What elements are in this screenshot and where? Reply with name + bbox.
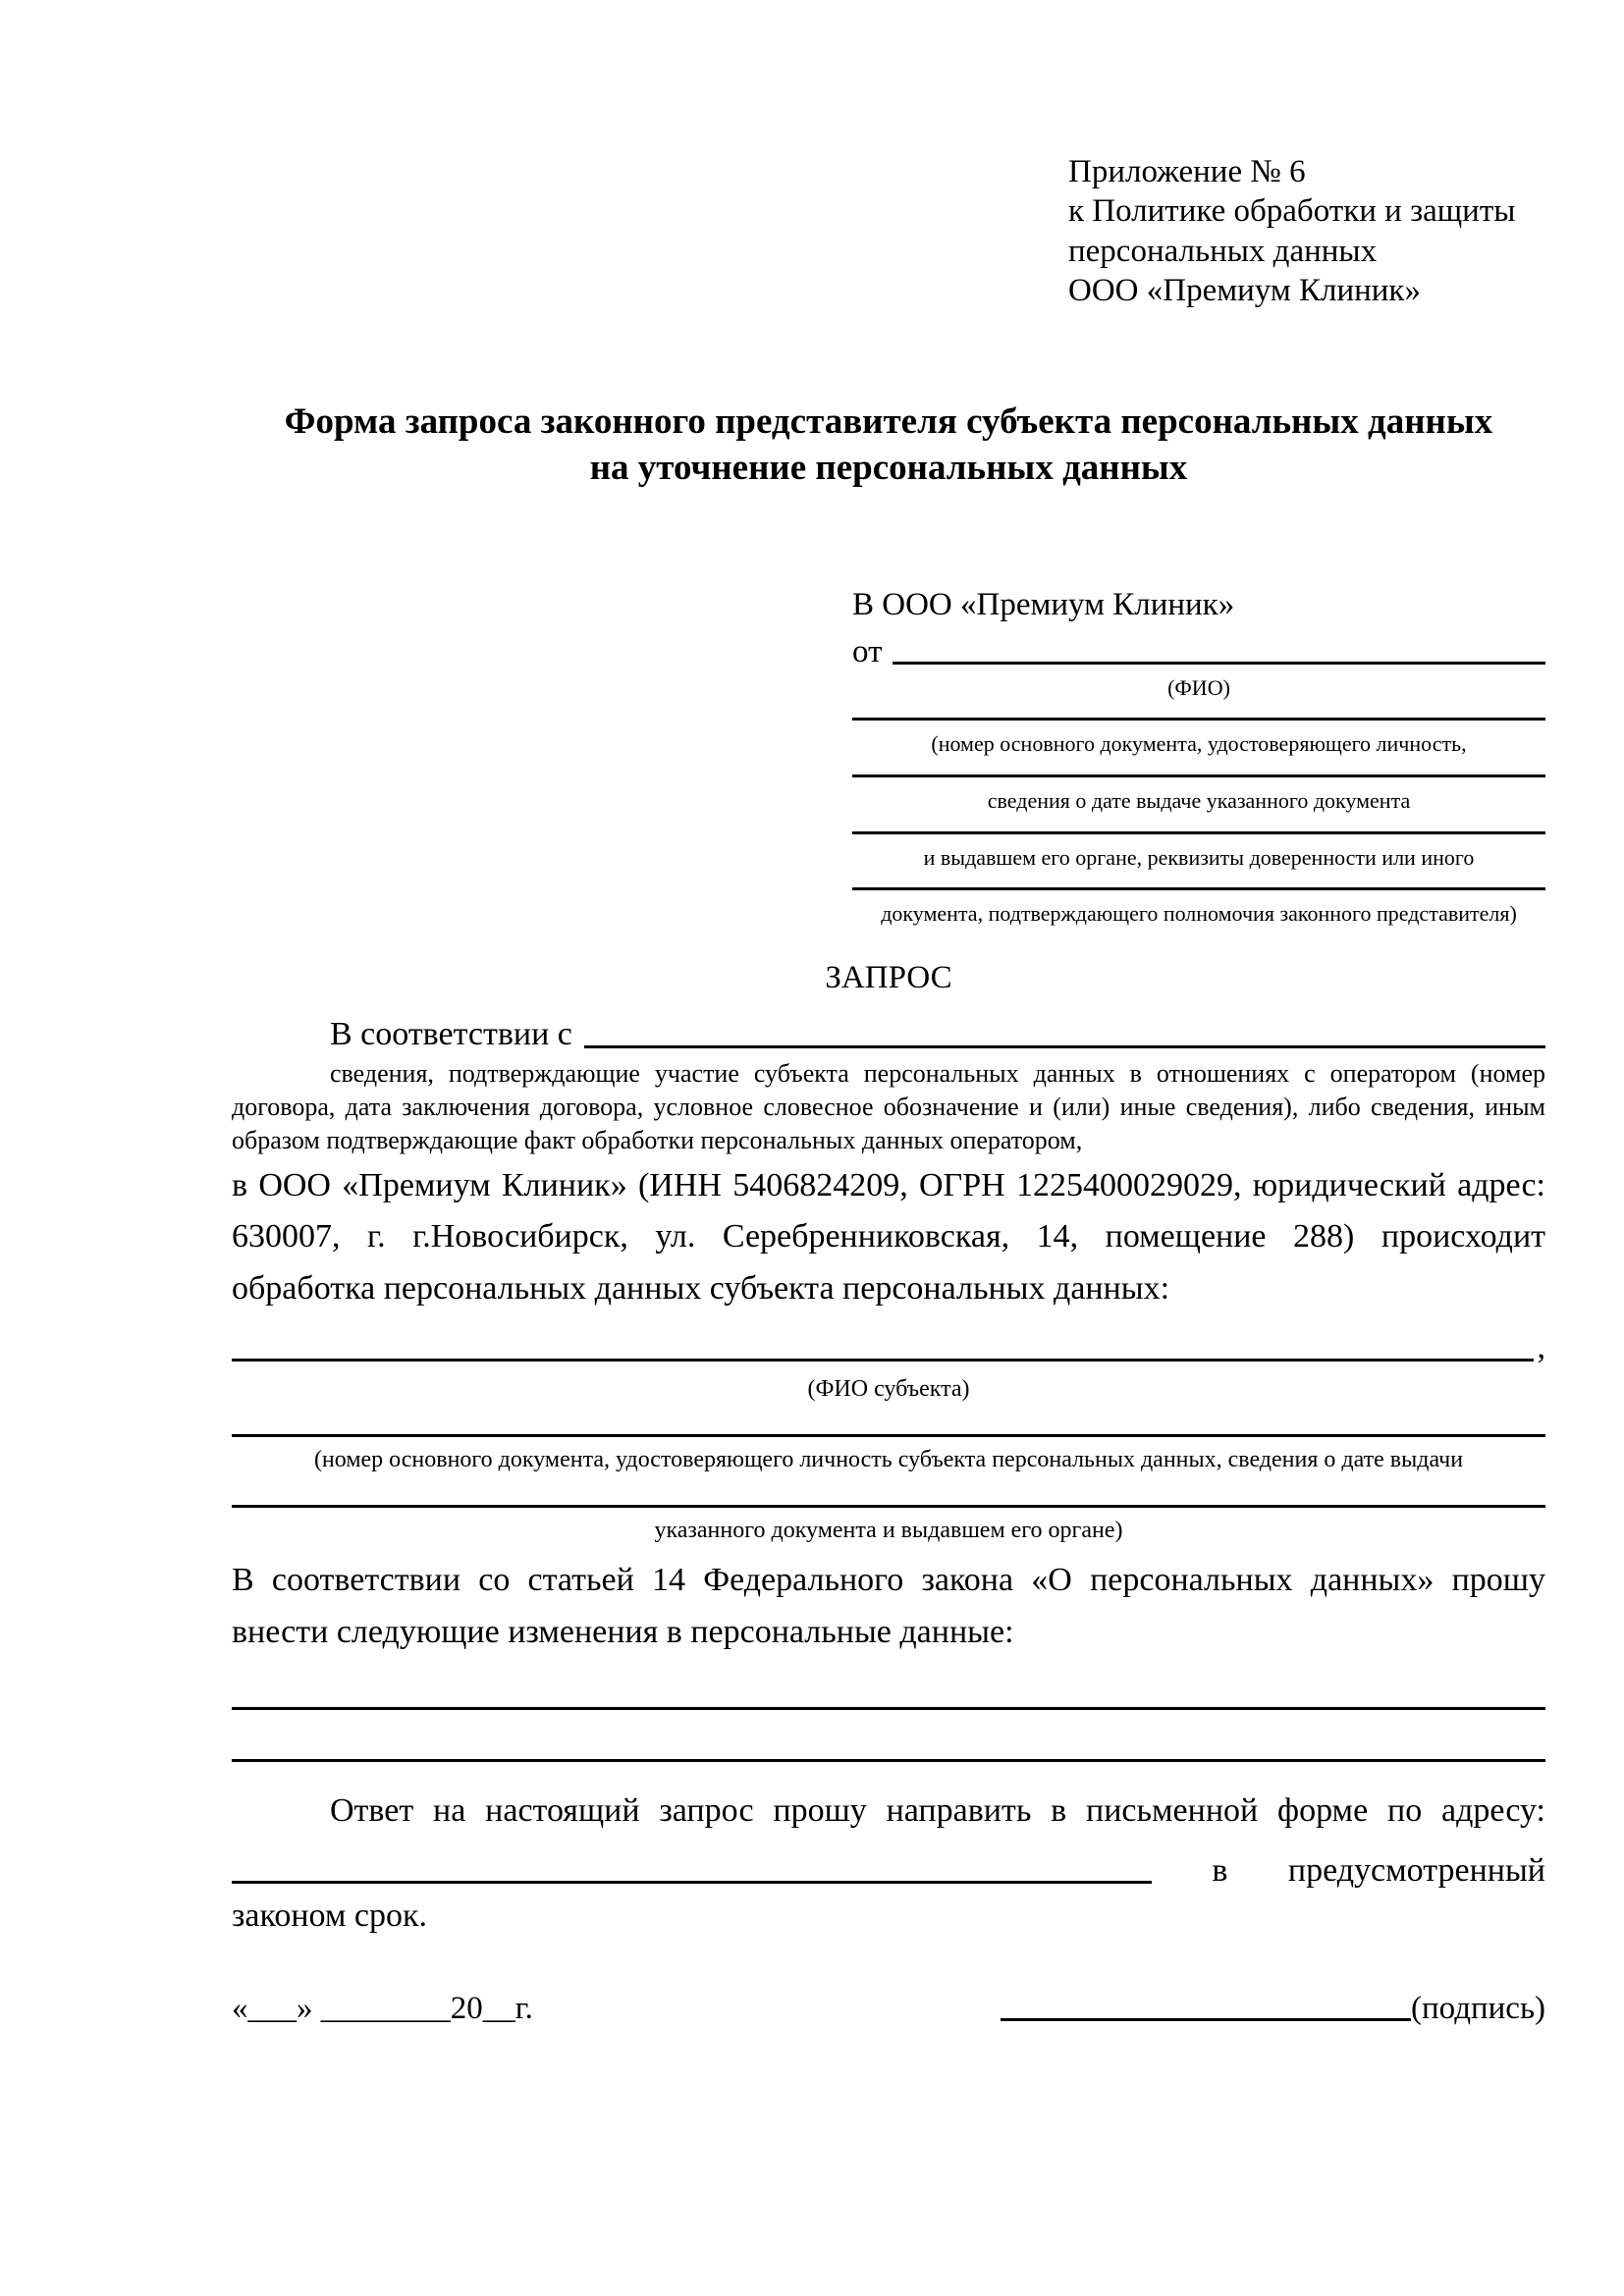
blank-field: [852, 774, 1545, 816]
answer-paragraph: [232, 1786, 1545, 1942]
intro-blank-line: [584, 1045, 1545, 1048]
signature-group: [1001, 1991, 1545, 2027]
subject-fio-caption: (ФИО субъекта): [807, 1375, 970, 1402]
answer-line-2: [232, 1838, 1545, 1890]
document-title: [232, 399, 1545, 492]
blank-caption: сведения о дате выдаче указанного документа: [987, 788, 1411, 814]
appendix-line: к Политике обработки и защиты: [1068, 193, 1516, 230]
blank-line: [852, 831, 1545, 834]
blank-line: [852, 887, 1545, 890]
address-blank-line: [232, 1881, 1152, 1884]
from-blank-line: [893, 662, 1546, 665]
blank-field: [852, 887, 1545, 929]
blank-line: [232, 1505, 1545, 1508]
subject-doc-caption-1: (номер основного документа, удостоверяющего личность субъекта персональных данных, сведения о дате выдачи: [313, 1447, 1464, 1473]
fio-caption: (ФИО): [1167, 674, 1230, 700]
intro-line: [232, 1006, 1545, 1053]
date-line: «___» ________20__г.: [232, 1990, 533, 2026]
answer-line-1: Ответ на настоящий запрос прошу направить в письменной форме по адресу:: [330, 1792, 1545, 1830]
footer-row: [232, 1991, 1545, 2027]
document-title-line-2: на уточнение персональных данных: [589, 448, 1188, 489]
addressee-to: В ООО «Премиум Клиник»: [852, 586, 1235, 622]
subject-comma: ,: [1537, 1328, 1545, 1365]
blank-line: [232, 1707, 1545, 1710]
law-paragraph: В соответствии со статьей 14 Федерального закона «О персональных данных» прошу внести следующие изменения в персональные данные:: [232, 1561, 1545, 1650]
fine-print-note: сведения, подтверждающие участие субъекта персональных данных в отношениях с оператором (номер договора, дата заключения договора, условное словесное обозначение и (или) иные сведения), либо сведения, иным образом подтверждающие факт обработки персональных данных оператором,: [232, 1058, 1545, 1155]
signature-caption: (подпись): [1411, 1990, 1545, 2026]
blank-line: [852, 718, 1545, 721]
addressee-block: [852, 582, 1545, 929]
appendix-header: [1068, 152, 1545, 310]
subject-fio-line: [232, 1321, 1545, 1366]
blank-field: [852, 831, 1545, 873]
subject-fio-blank-line: [232, 1359, 1534, 1362]
request-heading: ЗАПРОС: [825, 960, 952, 996]
from-label: от: [852, 633, 883, 669]
blank-line: [232, 1759, 1545, 1762]
appendix-line: ООО «Премиум Клиник»: [1068, 272, 1421, 308]
blank-caption: документа, подтверждающего полномочия законного представителя): [881, 901, 1517, 927]
answer-word-v: в: [1212, 1851, 1228, 1889]
appendix-line: персональных данных: [1068, 233, 1378, 269]
operator-paragraph: в ООО «Премиум Клиник» (ИНН 5406824209, ОГРН 1225400029029, юридический адрес: 630007, г. г.Новосибирск, ул. Серебренниковская, 14, помещение 288) происходит обработка персональных данных субъекта персональных данных:: [232, 1166, 1545, 1308]
blank-caption: (номер основного документа, удостоверяющего личность,: [931, 731, 1467, 757]
document-title-line-1: Форма запроса законного представителя субъекта персональных данных: [284, 401, 1493, 442]
blank-line: [232, 1434, 1545, 1437]
intro-label: В соответствии с: [330, 1015, 572, 1052]
from-line: [852, 627, 1545, 670]
answer-line-3: законом срок.: [232, 1896, 427, 1934]
signature-blank-line: [1001, 2018, 1411, 2021]
blank-field: [852, 718, 1545, 759]
blank-caption: и выдавшем его органе, реквизиты доверенности или иного: [923, 844, 1475, 870]
appendix-line: Приложение № 6: [1068, 154, 1306, 189]
answer-word-predusmotrenny: предусмотренный: [1287, 1851, 1545, 1889]
blank-line: [852, 774, 1545, 777]
subject-doc-caption-2: указанного документа и выдавшем его органе): [654, 1518, 1123, 1544]
